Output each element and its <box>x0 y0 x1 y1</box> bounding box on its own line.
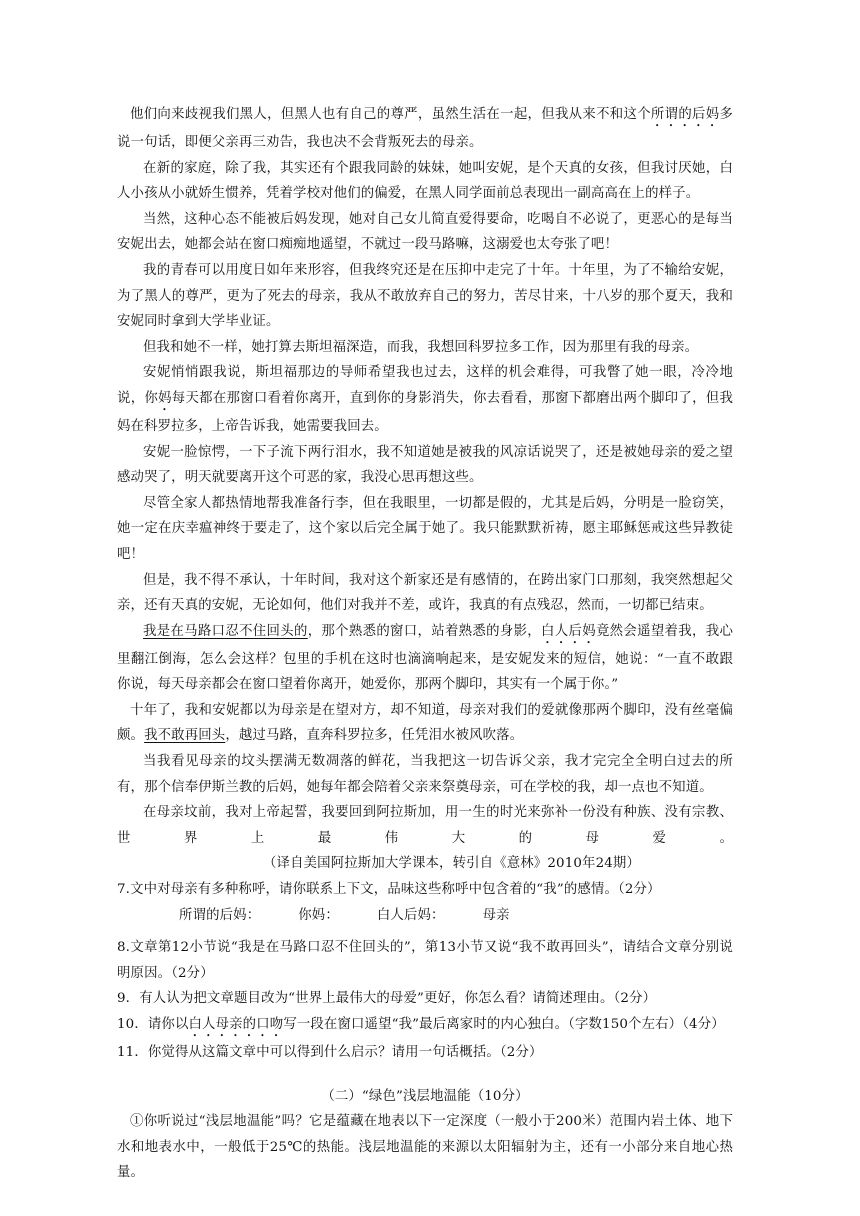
exam-document <box>117 102 733 1186</box>
emphasized-term: 白人母亲的口吻 <box>188 1017 284 1032</box>
story-paragraph-12: 当我看见母亲的坟头摆满无数凋落的鲜花，当我把这一切告诉父亲，我才完完全全明白过去的所有，那个信奉伊斯兰教的后妈，她每年都会陪着父亲来祭奠母亲，可在学校的我，却一点也不知道。 <box>117 754 733 795</box>
section2-paragraph-1: ①你听说过“浅层地温能”吗？它是蕴藏在地表以下一定深度（一般小于200米）范围内岩土体、地下水和地表水中，一般低于25℃的热能。浅层地温能的来源以太阳辐射为主，还有一小部分来自地心热量。 <box>117 1114 733 1181</box>
term-3: 白人后妈： <box>376 907 445 923</box>
emphasized-term: 妈 <box>158 390 172 406</box>
story-paragraph-5: 但我和她不一样，她打算去斯坦福深造，而我，我想回科罗拉多工作，因为那里有我的母亲。 <box>143 339 699 355</box>
story-paragraph-4: 我的青春可以用度日如年来形容，但我终究还是在压抑中走完了十年。十年里，为了不输给安妮，为了黑人的尊严，更为了死去的母亲，我从不敢放弃自己的努力，苦尽甘来，十八岁的那个夏天，我和安妮同时拿到大学毕业证。 <box>117 262 733 330</box>
section-title: （二）“绿色”浅层地温能（10分） <box>321 1088 529 1104</box>
story-paragraph-10: 我是在马路口忍不住回头的，那个熟悉的窗口，站着熟悉的身影，白人后妈竟然会遥望着我，我心里翻江倒海，怎么会这样？包里的手机在这时也滴滴响起来，是安妮发来的短信，她说：“一直不敢跟你说，每天母亲都会在窗口望着你离开，她爱你，那两个脚印，其实有一个属于你。” <box>117 623 733 693</box>
story-paragraph-7: 安妮一脸惊愕，一下子流下两行泪水，我不知道她是被我的风凉话说哭了，还是被她母亲的爱之望感动哭了，明天就要离开这个可恶的家，我没心思再想这些。 <box>117 444 733 486</box>
question-10: 10．请你以白人母亲的口吻写一段在窗口遥望“我”最后离家时的内心独白。（字数150个左右）（4分） <box>117 1017 725 1032</box>
term-1: 所谓的后妈： <box>179 907 261 923</box>
term-2: 你妈： <box>298 907 339 923</box>
underlined-sentence: 我是在马路口忍不住回头的 <box>143 623 308 639</box>
emphasized-term: 白人后妈 <box>541 623 596 639</box>
question-7-terms <box>117 903 733 929</box>
story-paragraph-11: 十年了，我和安妮都以为母亲是在望对方，却不知道，母亲对我们的爱就像那两个脚印，没有丝毫偏颇。我不敢再回头，越过马路，直奔科罗拉多，任凭泪水被风吹落。 <box>117 702 733 744</box>
underlined-sentence: 我不敢再回头 <box>144 728 226 744</box>
emphasized-term: 所谓的后妈 <box>650 107 720 122</box>
question-8: 8.文章第12小节说“我是在马路口忍不住回头的”，第13小节又说“我不敢再回头”，请结合文章分别说明原因。（2分） <box>117 940 733 981</box>
question-9: 9．有人认为把文章题目改为“世界上最伟大的母爱”更好，你怎么看？请简述理由。（2分） <box>117 991 657 1007</box>
story-paragraph-1: 他们向来歧视我们黑人，但黑人也有自己的尊严，虽然生活在一起，但我从来不和这个所谓的后妈多说一句话，即便父亲再三劝告，我也决不会背叛死去的母亲。 <box>117 107 733 150</box>
story-paragraph-6: 安妮悄悄跟我说，斯坦福那边的导师希望我也过去，这样的机会难得，可我瞥了她一眼，冷冷地说，你妈每天都在那窗口看着你离开，直到你的身影消失，你去看看，那窗下都磨出两个脚印了，但我妈在科罗拉多，上帝告诉我，她需要我回去。 <box>117 365 733 434</box>
story-paragraph-13: 在母亲坟前，我对上帝起誓，我要回到阿拉斯加，用一生的时光来弥补一份没有种族、没有宗教、世界上最伟大的母爱。（译自美国阿拉斯加大学课本，转引自《意林》2010年24期） <box>117 800 733 877</box>
question-7: 7.文中对母亲有多种称呼，请你联系上下文，品味这些称呼中包含着的“我”的感情。（2分） <box>117 882 661 898</box>
story-paragraph-3: 当然，这种心态不能被后妈发现，她对自己女儿简直爱得要命，吃喝自不必说了，更恶心的是每当安妮出去，她都会站在窗口痴痴地遥望，不就过一段马路嘛，这溺爱也太夸张了吧！ <box>117 211 733 253</box>
source-citation: （译自美国阿拉斯加大学课本，转引自《意林》2010年24期） <box>263 856 640 872</box>
story-paragraph-8: 尽管全家人都热情地帮我准备行李，但在我眼里，一切都是假的，尤其是后妈，分明是一脸窃笑，她一定在庆幸瘟神终于要走了，这个家以后完全属于她了。我只能默默祈祷，愿主耶稣惩戒这些异教徒吧！ <box>117 495 733 562</box>
term-4: 母亲 <box>482 907 510 923</box>
story-paragraph-9: 但是，我不得不承认，十年时间，我对这个新家还是有感情的，在跨出家门口那刻，我突然想起父亲，还有天真的安妮，无论如何，他们对我并不差，或许，我真的有点残忍，然而，一切都已结束。 <box>117 572 733 614</box>
question-11: 11．你觉得从这篇文章中可以得到什么启示？请用一句话概括。（2分） <box>117 1045 543 1060</box>
story-paragraph-2: 在新的家庭，除了我，其实还有个跟我同龄的妹妹，她叫安妮，是个天真的女孩，但我讨厌她，白人小孩从小就娇生惯养，凭着学校对他们的偏爱，在黑人同学面前总表现出一副高高在上的样子。 <box>117 160 733 202</box>
